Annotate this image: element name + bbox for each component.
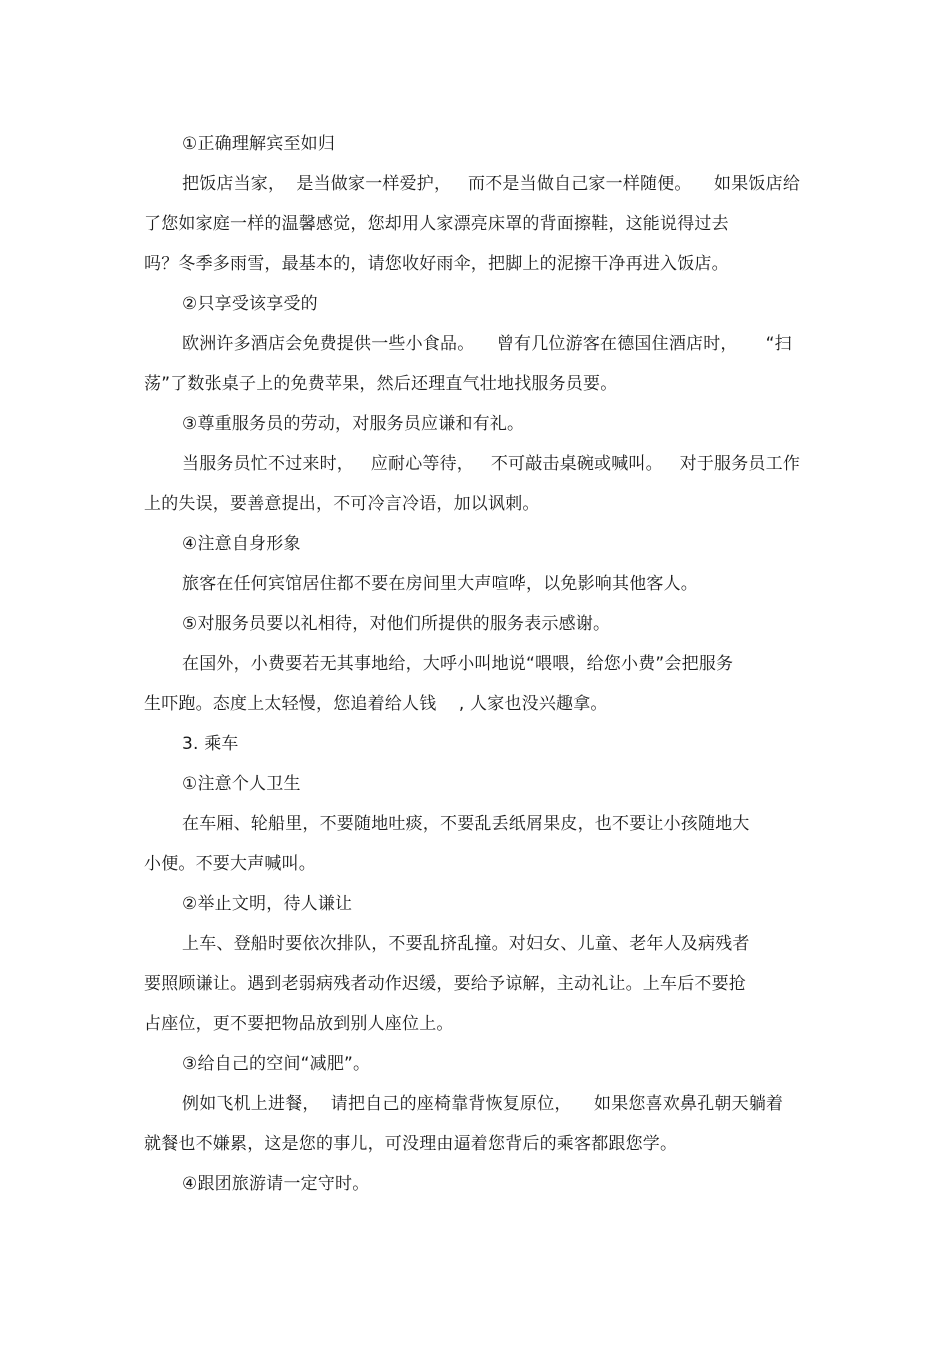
- paragraph-line: 小便。不要大声喊叫。: [144, 854, 316, 874]
- section-heading-riding: 3. 乘车: [182, 734, 239, 754]
- paragraph-line: 就餐也不嫌累，这是您的事儿，可没理由逼着您背后的乘客都跟您学。: [144, 1134, 678, 1154]
- paragraph-line: 在车厢、轮船里，不要随地吐痰，不要乱丢纸屑果皮，也不要让小孩随地大: [182, 814, 750, 834]
- heading-2-enjoy: ②只享受该享受的: [182, 294, 318, 314]
- paragraph-line: 旅客在任何宾馆居住都不要在房间里大声喧哗，以免影响其他客人。: [182, 574, 698, 594]
- paragraph-line: 荡”了数张桌子上的免费苹果，然后还理直气壮地找服务员要。: [144, 374, 618, 394]
- heading-3-space: ③给自己的空间“减肥”。: [182, 1054, 371, 1074]
- paragraph-line: 当服务员忙不过来时， 应耐心等待， 不可敲击桌碗或喊叫。 对于服务员工作: [182, 454, 801, 474]
- paragraph-line: 例如飞机上进餐， 请把自己的座椅靠背恢复原位， 如果您喜欢鼻孔朝天躺着: [182, 1094, 784, 1114]
- paragraph-line: 上车、登船时要依次排队，不要乱挤乱撞。对妇女、儿童、老年人及病残者: [182, 934, 750, 954]
- paragraph-line: 占座位，更不要把物品放到别人座位上。: [144, 1014, 454, 1034]
- heading-2-civility: ②举止文明，待人谦让: [182, 894, 353, 914]
- heading-4-punctual: ④跟团旅游请一定守时。: [182, 1174, 370, 1194]
- heading-3-respect: ③尊重服务员的劳动，对服务员应谦和有礼。: [182, 414, 525, 434]
- heading-5-courtesy: ⑤对服务员要以礼相待，对他们所提供的服务表示感谢。: [182, 614, 611, 634]
- heading-4-image: ④注意自身形象: [182, 534, 301, 554]
- heading-1-hygiene: ①注意个人卫生: [182, 774, 301, 794]
- paragraph-line: 上的失误，要善意提出，不可冷言冷语，加以讽刺。: [144, 494, 540, 514]
- paragraph-line: 欧洲许多酒店会免费提供一些小食品。 曾有几位游客在德国住酒店时， “扫: [182, 334, 792, 354]
- paragraph-line: 吗？冬季多雨雪，最基本的，请您收好雨伞，把脚上的泥擦干净再进入饭店。: [144, 254, 729, 274]
- paragraph-line: 把饭店当家， 是当做家一样爱护， 而不是当做自己家一样随便。 如果饭店给: [182, 174, 801, 194]
- heading-1-welcome: ①正确理解宾至如归: [182, 134, 336, 154]
- paragraph-line: 生吓跑。态度上太轻慢，您追着给人钱 , 人家也没兴趣拿。: [144, 694, 608, 714]
- paragraph-line: 要照顾谦让。遇到老弱病残者动作迟缓，要给予谅解，主动礼让。上车后不要抢: [144, 974, 746, 994]
- paragraph-line: 了您如家庭一样的温馨感觉，您却用人家漂亮床罩的背面擦鞋，这能说得过去: [144, 214, 729, 234]
- paragraph-line: 在国外，小费要若无其事地给，大呼小叫地说“喂喂，给您小费”会把服务: [182, 654, 734, 674]
